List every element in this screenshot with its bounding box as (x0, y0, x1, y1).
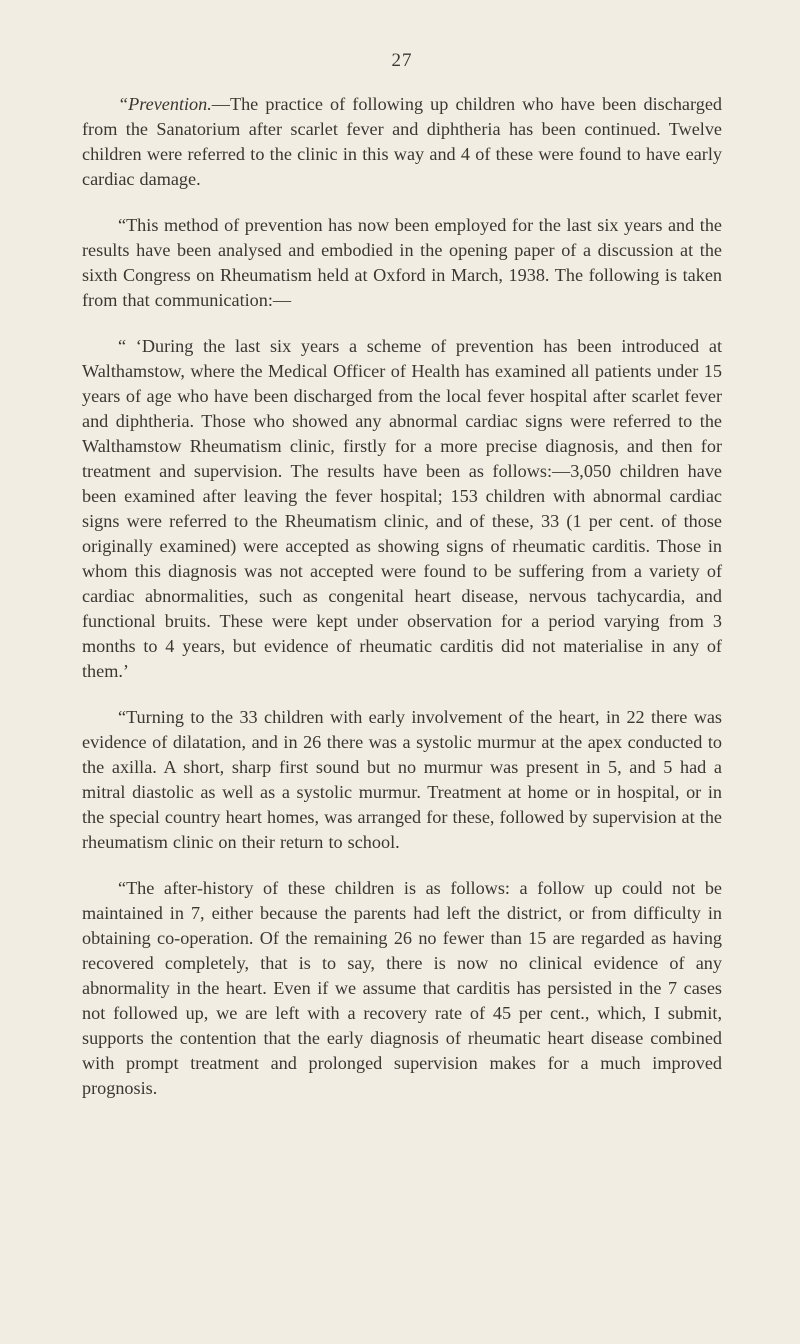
paragraph-quotation: “ ‘During the last six years a scheme of prevention has been introduced at Walthamstow, where the Medical Officer of Health has examined all patients under 15 years of age who have been discharged from the local fever hospital after scarlet fever and diphtheria. Those who showed any abnormal cardiac signs were referred to the Walthamstow Rheumatism clinic, firstly for a more precise diagnosis, and then for treatment and supervision. The results have been as follows:—3,050 children have been examined after leaving the fever hospital; 153 children with abnormal cardiac signs were referred to the Rheumatism clinic, and of these, 33 (1 per cent. of those originally examined) were accepted as showing signs of rheumatic carditis. Those in whom this diagnosis was not accepted were found to be suffering from a variety of cardiac abnormalities, such as congenital heart disease, nervous tachycardia, and functional bruits. These were kept under observation for a period varying from 3 months to 4 years, but evidence of rheumatic carditis did not materialise in any of them.’ (82, 336, 722, 681)
page-number: 27 (391, 50, 413, 71)
document-page (82, 50, 722, 1122)
paragraph-after-history: “The after-history of these children is as follows: a follow up could not be maintained in 7, either because the parents had left the district, or from difficulty in obtaining co-operation. Of the remaining 26 no fewer than 15 are regarded as having recovered completely, that is to say, there is now no clinical evidence of any abnormality in the heart. Even if we assume that carditis has persisted in the 7 cases not followed up, we are left with a recovery rate of 45 per cent., which, I submit, supports the contention that the early diagnosis of rheumatic heart disease combined with prompt treatment and prolonged supervision makes for a much improved prognosis. (82, 878, 722, 1098)
paragraph-prevention (82, 92, 722, 192)
paragraph-lead-italic: “Prevention. (118, 94, 212, 114)
paragraph-turning: “Turning to the 33 children with early involvement of the heart, in 22 there was evidence of dilatation, and in 26 there was a systolic murmur at the apex conducted to the axilla. A short, sharp first sound but no murmur was present in 5, and 5 had a mitral diastolic as well as a systolic murmur. Treatment at home or in hospital, or in the special country heart homes, was arranged for these, followed by supervision at the rheumatism clinic on their return to school. (82, 707, 722, 852)
paragraph-method: “This method of prevention has now been employed for the last six years and the results have been analysed and embodied in the opening paper of a discussion at the sixth Congress on Rheumatism held at Oxford in March, 1938. The following is taken from that communication:— (82, 215, 722, 310)
paragraph-text: —The practice of following up children who have been discharged from the Sanatorium after scarlet fever and diphtheria has been continued. Twelve children were referred to the clinic in this way and 4 of these were found to have early cardiac damage. (82, 94, 722, 189)
